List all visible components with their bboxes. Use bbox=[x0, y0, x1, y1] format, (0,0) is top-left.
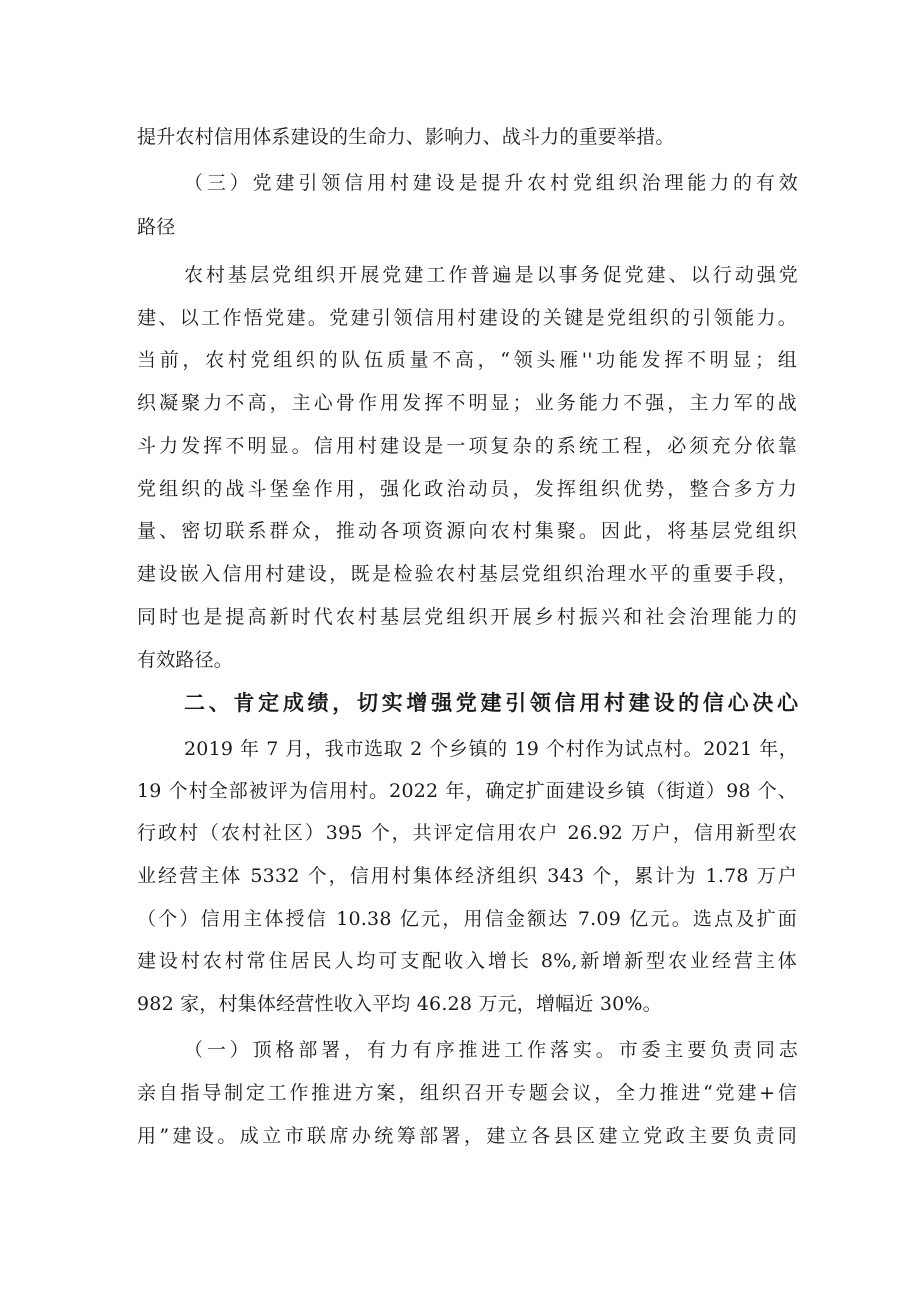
paragraph-line: 建设嵌入信用村建设，既是检验农村基层党组织治理水平的重要手段， bbox=[137, 563, 797, 585]
paragraph-line: 有效路径。 bbox=[137, 649, 234, 671]
paragraph-line: 2019 年 7 月，我市选取 2 个乡镇的 19 个村作为试点村。2021 年， bbox=[184, 738, 798, 760]
paragraph-line: 农村基层党组织开展党建工作普遍是以事务促党建、以行动强党 bbox=[184, 264, 798, 286]
paragraph-line: 斗力发挥不明显。信用村建设是一项复杂的系统工程，必须充分依靠 bbox=[137, 435, 797, 457]
paragraph-line: 行政村（农村社区）395 个，共评定信用农户 26.92 万户，信用新型农 bbox=[137, 822, 797, 844]
paragraph-line: 建设村农村常住居民人均可支配收入增长 8%,新增新型农业经营主体 bbox=[137, 950, 797, 972]
paragraph-line: 19 个村全部被评为信用村。2022 年，确定扩面建设乡镇（街道）98 个、 bbox=[137, 780, 797, 802]
paragraph-line: 量、密切联系群众，推动各项资源向农村集聚。因此，将基层党组织 bbox=[137, 520, 797, 542]
section-heading: 二、肯定成绩，切实增强党建引领信用村建设的信心决心 bbox=[184, 691, 798, 715]
paragraph-line: （一）顶格部署，有力有序推进工作落实。市委主要负责同志 bbox=[184, 1039, 798, 1061]
paragraph-line: 同时也是提高新时代农村基层党组织开展乡村振兴和社会治理能力的 bbox=[137, 606, 797, 628]
paragraph-line: 提升农村信用体系建设的生命力、影响力、战斗力的重要举措。 bbox=[137, 126, 675, 148]
paragraph-line: （个）信用主体授信 10.38 亿元，用信金额达 7.09 亿元。选点及扩面 bbox=[137, 908, 797, 930]
paragraph-line: 亲自指导制定工作推进方案，组织召开专题会议，全力推进“党建+信 bbox=[137, 1082, 797, 1104]
subheading-line: （三）党建引领信用村建设是提升农村党组织治理能力的有效 bbox=[184, 172, 798, 194]
subheading-line: 路径 bbox=[137, 216, 176, 238]
paragraph-line: 用”建设。成立市联席办统筹部署，建立各县区建立党政主要负责同 bbox=[137, 1125, 797, 1147]
paragraph-line: 党组织的战斗堡垒作用，强化政治动员，发挥组织优势，整合多方力 bbox=[137, 478, 797, 500]
paragraph-line: 当前，农村党组织的队伍质量不高，“领头雁''功能发挥不明显；组 bbox=[137, 349, 797, 371]
paragraph-line: 建、以工作悟党建。党建引领信用村建设的关键是党组织的引领能力。 bbox=[137, 307, 797, 329]
paragraph-line: 982 家，村集体经营性收入平均 46.28 万元，增幅近 30%。 bbox=[137, 993, 662, 1015]
paragraph-line: 业经营主体 5332 个，信用村集体经济组织 343 个，累计为 1.78 万户 bbox=[137, 865, 797, 887]
paragraph-line: 织凝聚力不高，主心骨作用发挥不明显；业务能力不强，主力军的战 bbox=[137, 392, 797, 414]
